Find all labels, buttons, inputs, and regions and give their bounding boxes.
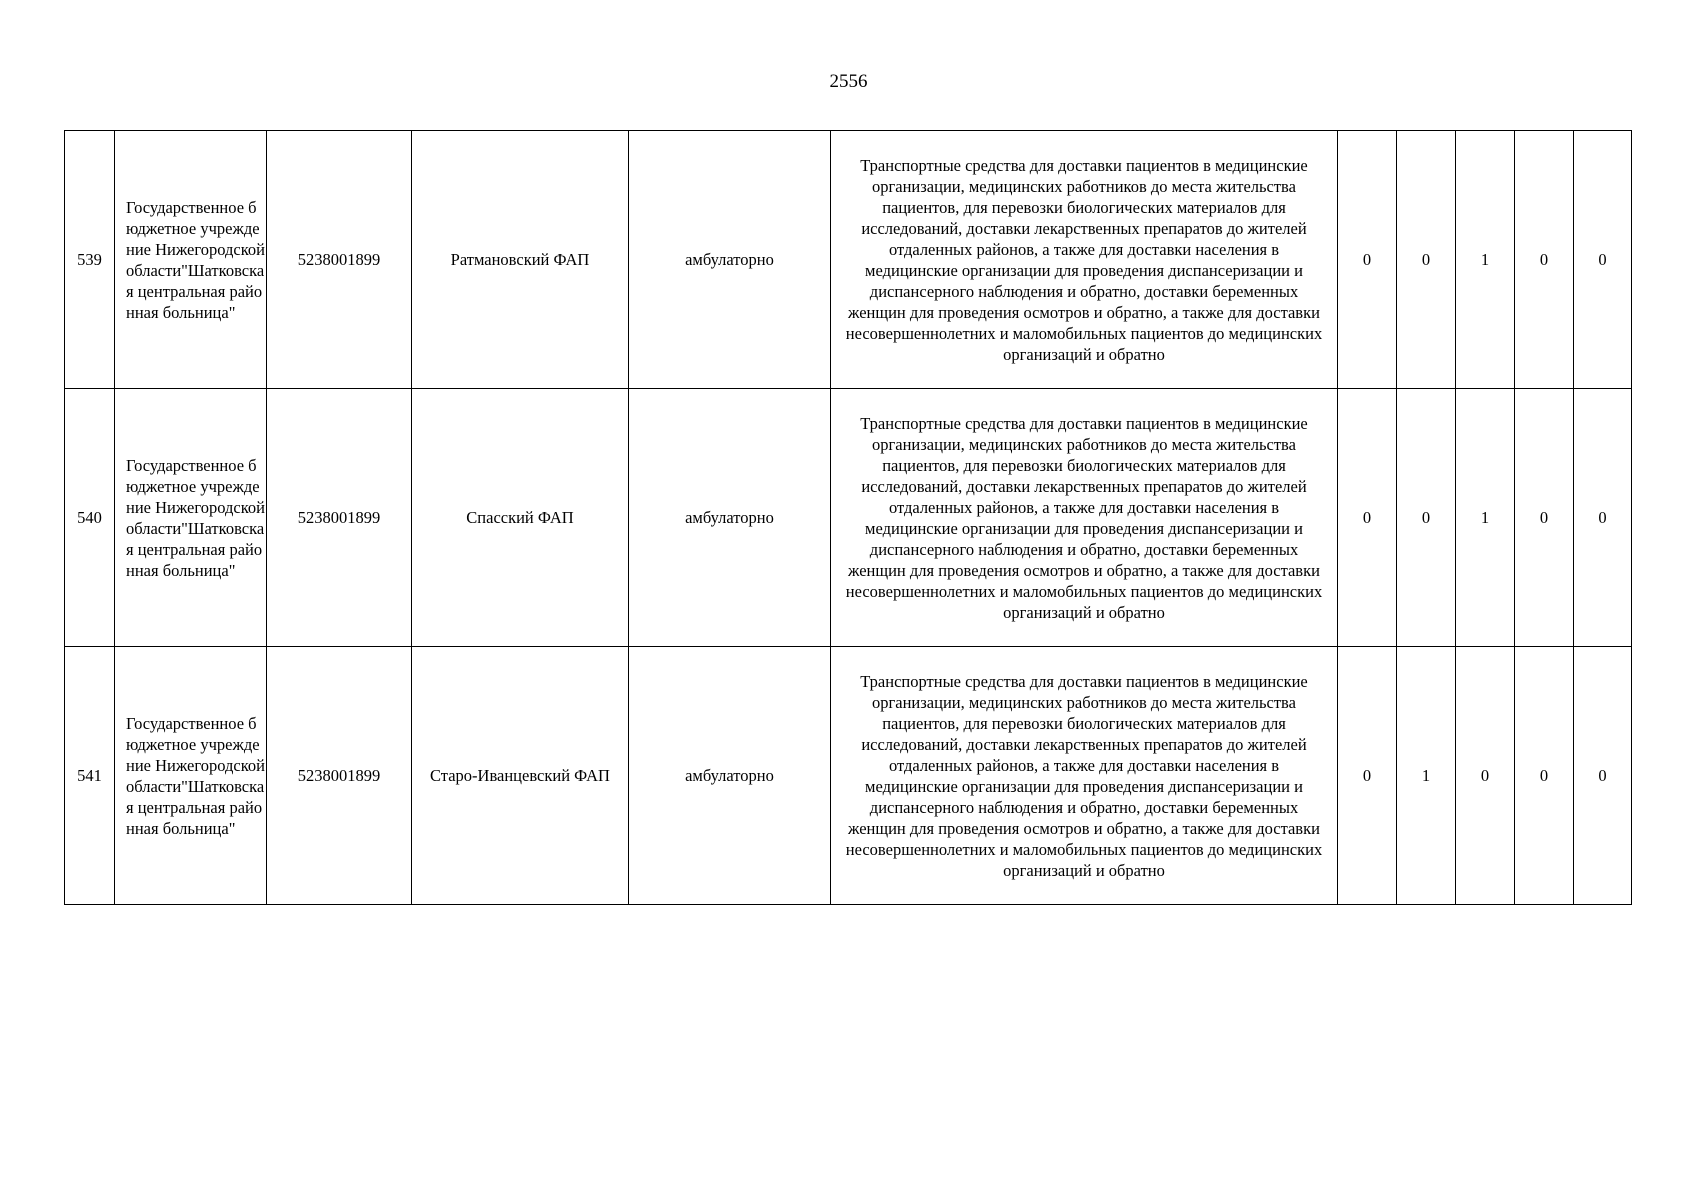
organization-cell: Государственное бюджетное учреждение Нижегородской области"Шатковская центральная районная больница" [115, 389, 267, 647]
care-type-cell: амбулаторно [629, 389, 831, 647]
table-row [65, 389, 1632, 647]
row-number-cell: 540 [65, 389, 115, 647]
row-number-cell: 541 [65, 647, 115, 905]
value-cell-4: 0 [1515, 389, 1574, 647]
unit-name-cell: Старо-Иванцевский ФАП [412, 647, 629, 905]
row-number-cell: 539 [65, 131, 115, 389]
organization-cell: Государственное бюджетное учреждение Нижегородской области"Шатковская центральная районная больница" [115, 131, 267, 389]
care-type-cell: амбулаторно [629, 647, 831, 905]
value-cell-5: 0 [1574, 389, 1632, 647]
table-row [65, 131, 1632, 389]
value-cell-3: 0 [1456, 647, 1515, 905]
table-row [65, 647, 1632, 905]
page-number: 2556 [829, 71, 868, 92]
value-cell-2: 0 [1397, 389, 1456, 647]
value-cell-1: 0 [1338, 389, 1397, 647]
value-cell-5: 0 [1574, 131, 1632, 389]
value-cell-5: 0 [1574, 647, 1632, 905]
care-type-cell: амбулаторно [629, 131, 831, 389]
value-cell-2: 1 [1397, 647, 1456, 905]
value-cell-3: 1 [1456, 131, 1515, 389]
value-cell-2: 0 [1397, 131, 1456, 389]
value-cell-4: 0 [1515, 131, 1574, 389]
description-cell: Транспортные средства для доставки пациентов в медицинские организации, медицинских работников до места жительства пациентов, для перевозки биологических материалов для исследований, доставки лекарственных препаратов до жителей отдаленных районов, а также для доставки населения в медицинские организации для проведения диспансеризации и диспансерного наблюдения и обратно, доставки беременных женщин для проведения осмотров и обратно, а также для доставки несовершеннолетних и маломобильных пациентов до медицинских организаций и обратно [831, 647, 1338, 905]
description-cell: Транспортные средства для доставки пациентов в медицинские организации, медицинских работников до места жительства пациентов, для перевозки биологических материалов для исследований, доставки лекарственных препаратов до жителей отдаленных районов, а также для доставки населения в медицинские организации для проведения диспансеризации и диспансерного наблюдения и обратно, доставки беременных женщин для проведения осмотров и обратно, а также для доставки несовершеннолетних и маломобильных пациентов до медицинских организаций и обратно [831, 131, 1338, 389]
inn-cell: 5238001899 [267, 389, 412, 647]
inn-cell: 5238001899 [267, 131, 412, 389]
unit-name-cell: Ратмановский ФАП [412, 131, 629, 389]
data-table [64, 130, 1632, 905]
value-cell-1: 0 [1338, 131, 1397, 389]
unit-name-cell: Спасский ФАП [412, 389, 629, 647]
description-cell: Транспортные средства для доставки пациентов в медицинские организации, медицинских работников до места жительства пациентов, для перевозки биологических материалов для исследований, доставки лекарственных препаратов до жителей отдаленных районов, а также для доставки населения в медицинские организации для проведения диспансеризации и диспансерного наблюдения и обратно, доставки беременных женщин для проведения осмотров и обратно, а также для доставки несовершеннолетних и маломобильных пациентов до медицинских организаций и обратно [831, 389, 1338, 647]
organization-cell: Государственное бюджетное учреждение Нижегородской области"Шатковская центральная районная больница" [115, 647, 267, 905]
value-cell-1: 0 [1338, 647, 1397, 905]
inn-cell: 5238001899 [267, 647, 412, 905]
value-cell-4: 0 [1515, 647, 1574, 905]
value-cell-3: 1 [1456, 389, 1515, 647]
